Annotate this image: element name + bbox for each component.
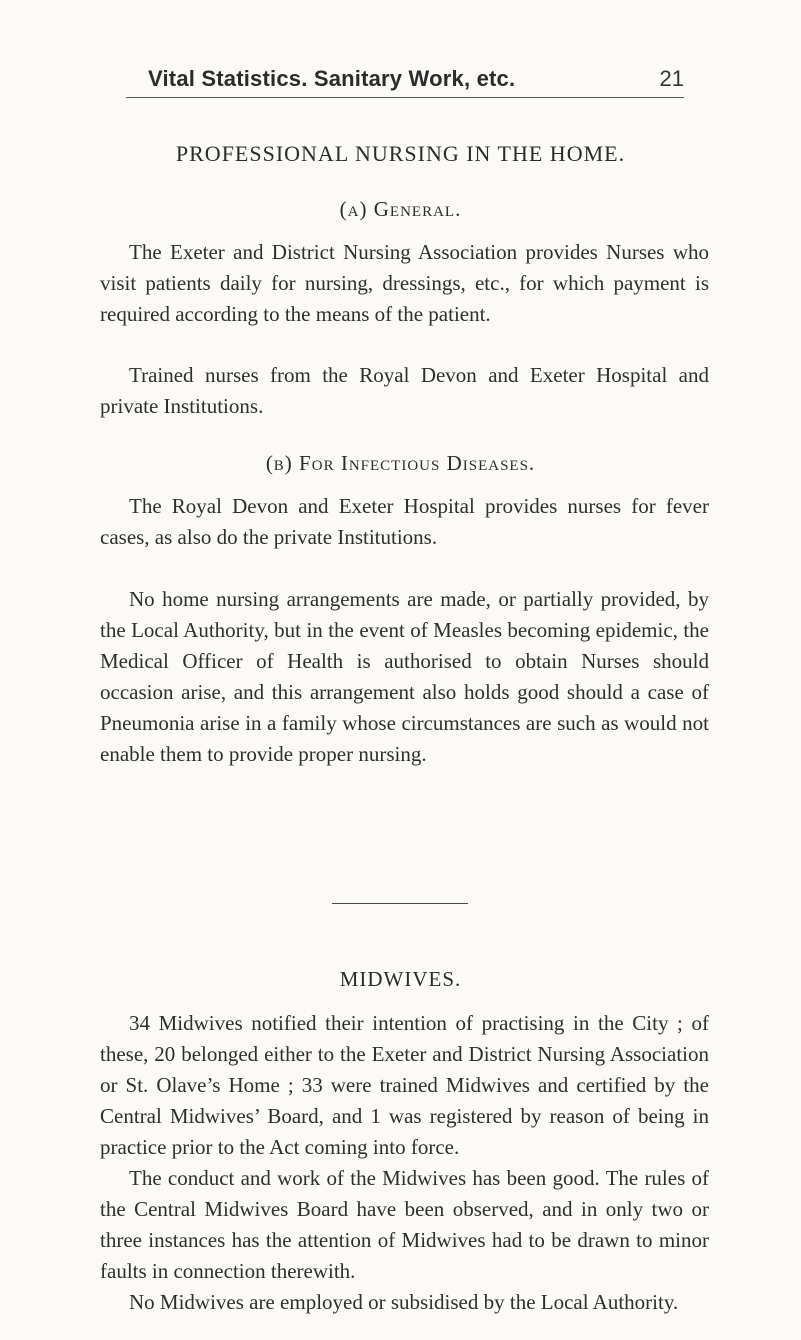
running-header bbox=[128, 66, 684, 96]
running-title: Vital Statistics. Sanitary Work, etc. bbox=[148, 66, 516, 91]
paragraph-text: The Royal Devon and Exeter Hospital provides nurses for fever cases, as also do the private Institutions. bbox=[100, 494, 709, 549]
paragraph-nursing-association bbox=[100, 237, 709, 330]
section-title-midwives: MIDWIVES. bbox=[339, 967, 462, 991]
paragraph-text: No Midwives are employed or subsidised by the Local Authority. bbox=[129, 1290, 679, 1314]
paragraph-midwives-employment bbox=[100, 1287, 709, 1318]
paragraph-midwives-conduct bbox=[100, 1163, 709, 1287]
section-title-nursing: PROFESSIONAL NURSING IN THE HOME. bbox=[175, 141, 626, 166]
header-rule bbox=[126, 97, 684, 98]
subheading-general: (a) General. bbox=[339, 197, 462, 221]
subheading-infectious-diseases: (b) For Infectious Diseases. bbox=[265, 451, 536, 475]
paragraph-fever-cases bbox=[100, 491, 709, 553]
paragraph-text: The Exeter and District Nursing Association provides Nurses who visit patients daily for nursing, dressings, etc., for which payment is required according to the means of the patient. bbox=[100, 240, 709, 326]
paragraph-text: 34 Midwives notified their intention of practising in the City ; of these, 20 belonged either to the Exeter and District Nursing Association or St. Olave’s Home ; 33 were trained Midwives and certified by the Central Midwives’ Board, and 1 was registered by reason of being in practice prior to the Act coming into force. bbox=[100, 1011, 709, 1159]
paragraph-text: No home nursing arrangements are made, or partially provided, by the Local Authority, but in the event of Measles becoming epidemic, the Medical Officer of Health is authorised to obtain Nurses should occasion arise, and this arrangement also holds good should a case of Pneumonia arise in a family whose circumstances are such as would not enable them to provide proper nursing. bbox=[100, 587, 709, 766]
page-number: 21 bbox=[659, 66, 684, 91]
section-divider bbox=[332, 903, 468, 904]
paragraph-trained-nurses bbox=[100, 360, 709, 422]
paragraph-text: The conduct and work of the Midwives has been good. The rules of the Central Midwives Board have been observed, and in only two or three instances has the attention of Midwives had to be drawn to minor faults in connection therewith. bbox=[100, 1166, 709, 1283]
paragraph-home-nursing bbox=[100, 584, 709, 770]
paragraph-midwives-notified bbox=[100, 1008, 709, 1163]
paragraph-text: Trained nurses from the Royal Devon and Exeter Hospital and private Institutions. bbox=[100, 363, 709, 418]
